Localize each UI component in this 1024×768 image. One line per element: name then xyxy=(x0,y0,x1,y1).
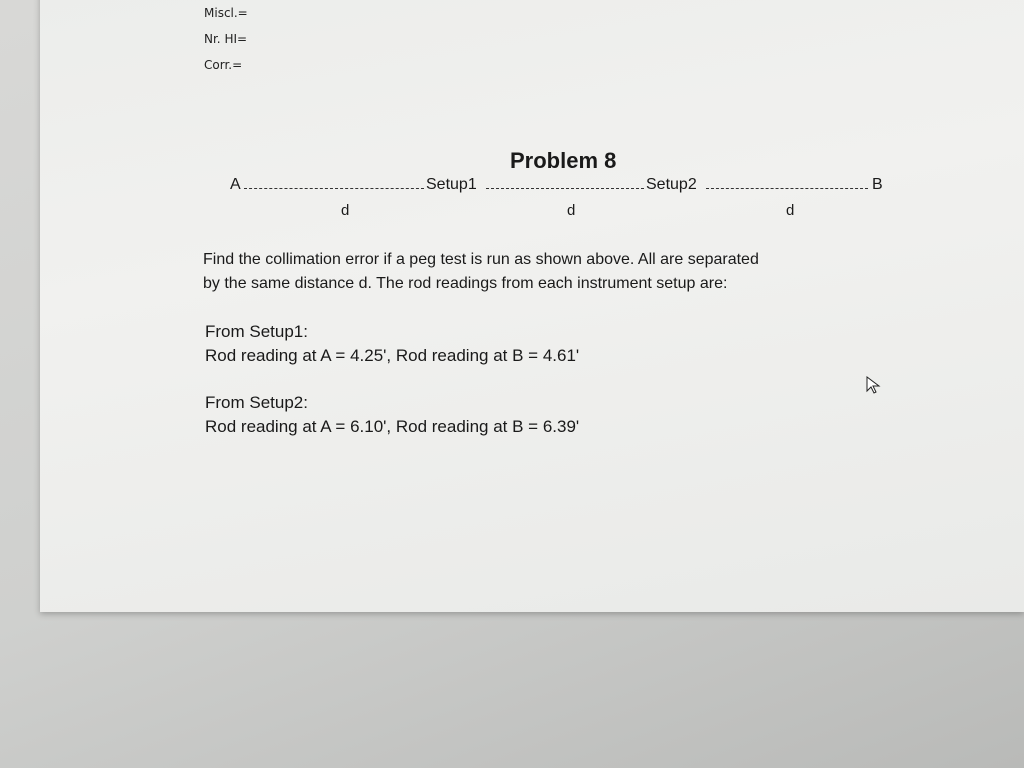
document-page xyxy=(40,0,1024,612)
miscl-field: Miscl.= xyxy=(204,6,248,20)
distance-label: d xyxy=(786,202,795,219)
setup-diagram xyxy=(230,176,890,200)
setup1-heading: From Setup1: xyxy=(205,322,308,341)
setup2-block xyxy=(205,391,579,439)
point-a-label: A xyxy=(230,176,241,193)
setup1-label: Setup1 xyxy=(426,176,477,193)
paragraph-line: by the same distance d. The rod readings from each instrument setup are: xyxy=(203,275,728,292)
nr-hi-field: Nr. HI= xyxy=(204,32,248,46)
problem-statement xyxy=(203,248,963,296)
corr-field: Corr.= xyxy=(204,58,243,72)
setup2-label: Setup2 xyxy=(646,176,697,193)
dashed-segment xyxy=(486,188,644,189)
problem-title: Problem 8 xyxy=(510,148,617,173)
paragraph-line: Find the collimation error if a peg test is run as shown above. All are separated xyxy=(203,251,759,268)
distance-label: d xyxy=(567,202,576,219)
mouse-pointer-icon xyxy=(866,376,882,394)
setup2-readings: Rod reading at A = 6.10', Rod reading at B = 6.39' xyxy=(205,417,580,436)
point-b-label: B xyxy=(872,176,883,193)
setup2-heading: From Setup2: xyxy=(205,393,308,412)
dashed-segment xyxy=(706,188,868,189)
distance-label: d xyxy=(341,202,350,219)
setup1-block xyxy=(205,320,579,368)
setup1-readings: Rod reading at A = 4.25', Rod reading at B = 4.61' xyxy=(205,346,580,365)
dashed-segment xyxy=(244,188,424,189)
